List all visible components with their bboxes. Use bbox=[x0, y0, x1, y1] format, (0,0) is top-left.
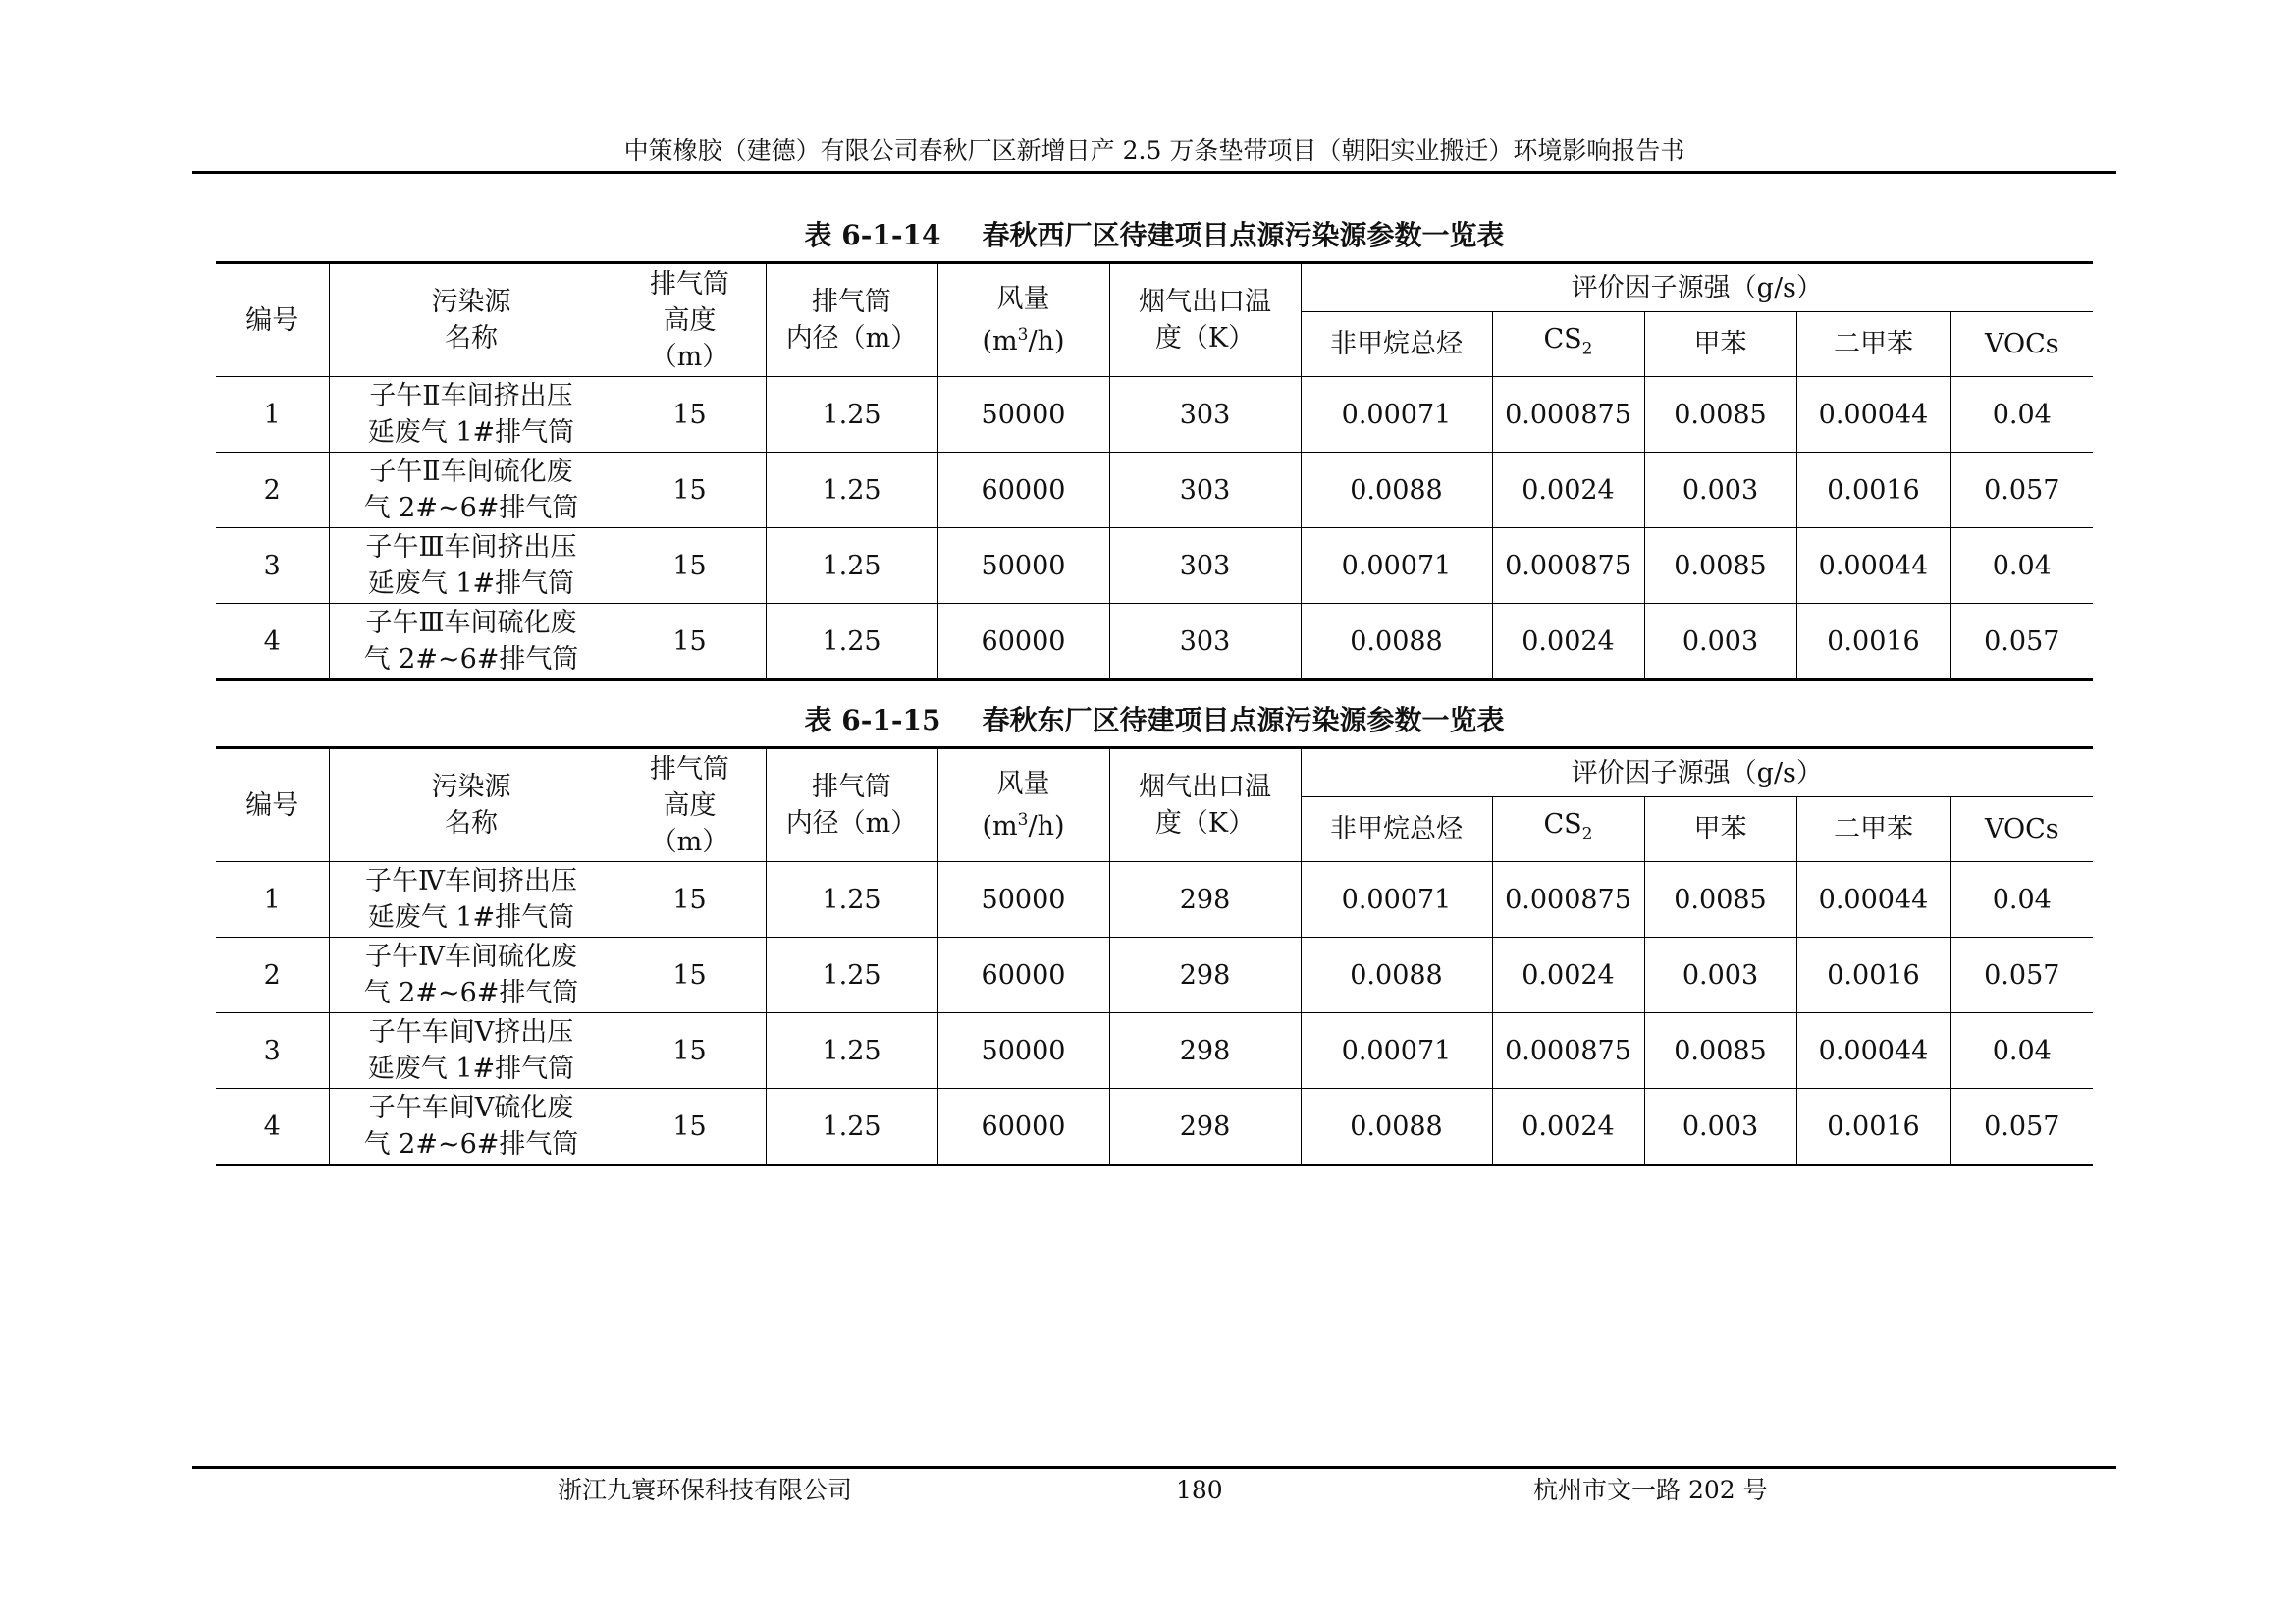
table-row bbox=[216, 453, 2093, 528]
cell-height: 15 bbox=[614, 862, 766, 938]
cell-nmhc: 0.0088 bbox=[1301, 604, 1492, 680]
pollution-source-table-east bbox=[216, 746, 2093, 1166]
table-caption-number: 表 6-1-15 bbox=[804, 704, 941, 736]
col-header-stack-diameter: 排气筒 内径（m） bbox=[766, 263, 937, 377]
cell-xylene: 0.00044 bbox=[1796, 1013, 1950, 1089]
cell-diameter: 1.25 bbox=[766, 604, 937, 680]
cell-source-name: 子午Ⅳ车间挤出压 延废气 1#排气筒 bbox=[329, 862, 614, 938]
col-header-stack-height: 排气筒 高度 （m） bbox=[614, 263, 766, 377]
col-header-exit-temperature: 烟气出口温 度（K） bbox=[1109, 748, 1301, 862]
cell-height: 15 bbox=[614, 604, 766, 680]
footer-company: 浙江九寰环保科技有限公司 bbox=[558, 1476, 853, 1504]
cell-nmhc: 0.0088 bbox=[1301, 453, 1492, 528]
col-header-vocs: VOCs bbox=[1950, 312, 2093, 377]
report-header-title: 中策橡胶（建德）有限公司春秋厂区新增日产 2.5 万条垫带项目（朝阳实业搬迁）环境影响报告书 bbox=[623, 136, 1685, 165]
cell-source-name: 子午Ⅲ车间挤出压 延废气 1#排气筒 bbox=[329, 528, 614, 604]
cell-xylene: 0.0016 bbox=[1796, 938, 1950, 1013]
cell-cs2: 0.000875 bbox=[1492, 528, 1644, 604]
cell-vocs: 0.057 bbox=[1950, 453, 2093, 528]
cell-temperature: 303 bbox=[1109, 453, 1301, 528]
col-header-exit-temperature: 烟气出口温 度（K） bbox=[1109, 263, 1301, 377]
table-row bbox=[216, 1013, 2093, 1089]
col-header-id: 编号 bbox=[216, 748, 329, 862]
cell-toluene: 0.0085 bbox=[1644, 862, 1796, 938]
cell-toluene: 0.0085 bbox=[1644, 1013, 1796, 1089]
col-header-group-emission: 评价因子源强（g/s） bbox=[1301, 263, 2093, 312]
cell-nmhc: 0.00071 bbox=[1301, 528, 1492, 604]
table-row bbox=[216, 377, 2093, 453]
col-header-stack-diameter: 排气筒 内径（m） bbox=[766, 748, 937, 862]
col-header-cs2: $CS_2$ bbox=[1492, 797, 1644, 862]
table-header-row bbox=[216, 748, 2093, 797]
footer-divider bbox=[192, 1466, 2116, 1469]
cell-temperature: 303 bbox=[1109, 377, 1301, 453]
cell-diameter: 1.25 bbox=[766, 1013, 937, 1089]
cell-height: 15 bbox=[614, 938, 766, 1013]
cell-height: 15 bbox=[614, 1013, 766, 1089]
cell-diameter: 1.25 bbox=[766, 938, 937, 1013]
cell-temperature: 303 bbox=[1109, 604, 1301, 680]
cell-vocs: 0.04 bbox=[1950, 862, 2093, 938]
cell-toluene: 0.003 bbox=[1644, 604, 1796, 680]
cell-nmhc: 0.00071 bbox=[1301, 862, 1492, 938]
cell-temperature: 298 bbox=[1109, 862, 1301, 938]
col-header-vocs: VOCs bbox=[1950, 797, 2093, 862]
cell-cs2: 0.000875 bbox=[1492, 1013, 1644, 1089]
cell-toluene: 0.0085 bbox=[1644, 377, 1796, 453]
cell-id: 2 bbox=[216, 938, 329, 1013]
cell-flow: 60000 bbox=[937, 938, 1109, 1013]
cell-flow: 50000 bbox=[937, 862, 1109, 938]
table-row bbox=[216, 862, 2093, 938]
cell-toluene: 0.003 bbox=[1644, 938, 1796, 1013]
table-header-row bbox=[216, 263, 2093, 312]
cell-vocs: 0.04 bbox=[1950, 528, 2093, 604]
cell-cs2: 0.000875 bbox=[1492, 862, 1644, 938]
cell-height: 15 bbox=[614, 377, 766, 453]
table-caption bbox=[216, 703, 2093, 738]
cell-vocs: 0.057 bbox=[1950, 1089, 2093, 1165]
cell-flow: 50000 bbox=[937, 1013, 1109, 1089]
cell-id: 1 bbox=[216, 377, 329, 453]
cell-vocs: 0.04 bbox=[1950, 1013, 2093, 1089]
cell-id: 4 bbox=[216, 1089, 329, 1165]
table-row bbox=[216, 1089, 2093, 1165]
col-header-stack-height: 排气筒 高度 （m） bbox=[614, 748, 766, 862]
cell-diameter: 1.25 bbox=[766, 1089, 937, 1165]
table-row bbox=[216, 528, 2093, 604]
cell-temperature: 298 bbox=[1109, 1013, 1301, 1089]
cell-temperature: 298 bbox=[1109, 938, 1301, 1013]
table-caption-title: 春秋东厂区待建项目点源污染源参数一览表 bbox=[982, 704, 1505, 736]
col-header-xylene: 二甲苯 bbox=[1796, 312, 1950, 377]
table-caption-number: 表 6-1-14 bbox=[804, 219, 941, 251]
cell-xylene: 0.00044 bbox=[1796, 528, 1950, 604]
footer-address: 杭州市文一路 202 号 bbox=[1533, 1476, 1768, 1504]
cell-diameter: 1.25 bbox=[766, 377, 937, 453]
cell-height: 15 bbox=[614, 528, 766, 604]
cell-source-name: 子午Ⅳ车间硫化废 气 2#~6#排气筒 bbox=[329, 938, 614, 1013]
col-header-air-flow: 风量 $(m^3/h)$ bbox=[937, 748, 1109, 862]
cell-source-name: 子午Ⅲ车间硫化废 气 2#~6#排气筒 bbox=[329, 604, 614, 680]
col-header-toluene: 甲苯 bbox=[1644, 797, 1796, 862]
cell-flow: 50000 bbox=[937, 377, 1109, 453]
table-row bbox=[216, 604, 2093, 680]
cell-xylene: 0.0016 bbox=[1796, 1089, 1950, 1165]
header-divider bbox=[192, 171, 2116, 174]
col-header-nmhc: 非甲烷总烃 bbox=[1301, 312, 1492, 377]
cell-nmhc: 0.0088 bbox=[1301, 1089, 1492, 1165]
cell-cs2: 0.0024 bbox=[1492, 604, 1644, 680]
cell-flow: 60000 bbox=[937, 604, 1109, 680]
cell-source-name: 子午车间Ⅴ挤出压 延废气 1#排气筒 bbox=[329, 1013, 614, 1089]
col-header-cs2: $CS_2$ bbox=[1492, 312, 1644, 377]
cell-source-name: 子午车间Ⅴ硫化废 气 2#~6#排气筒 bbox=[329, 1089, 614, 1165]
cell-source-name: 子午Ⅱ车间硫化废 气 2#~6#排气筒 bbox=[329, 453, 614, 528]
cell-diameter: 1.25 bbox=[766, 453, 937, 528]
col-header-nmhc: 非甲烷总烃 bbox=[1301, 797, 1492, 862]
cell-id: 1 bbox=[216, 862, 329, 938]
cell-vocs: 0.057 bbox=[1950, 604, 2093, 680]
cell-diameter: 1.25 bbox=[766, 862, 937, 938]
cell-temperature: 298 bbox=[1109, 1089, 1301, 1165]
cell-id: 3 bbox=[216, 528, 329, 604]
col-header-toluene: 甲苯 bbox=[1644, 312, 1796, 377]
cell-id: 2 bbox=[216, 453, 329, 528]
col-header-xylene: 二甲苯 bbox=[1796, 797, 1950, 862]
col-header-air-flow: 风量 $(m^3/h)$ bbox=[937, 263, 1109, 377]
cell-cs2: 0.000875 bbox=[1492, 377, 1644, 453]
cell-diameter: 1.25 bbox=[766, 528, 937, 604]
cell-cs2: 0.0024 bbox=[1492, 938, 1644, 1013]
table-caption-title: 春秋西厂区待建项目点源污染源参数一览表 bbox=[982, 219, 1505, 251]
cell-nmhc: 0.00071 bbox=[1301, 1013, 1492, 1089]
cell-temperature: 303 bbox=[1109, 528, 1301, 604]
cell-xylene: 0.00044 bbox=[1796, 377, 1950, 453]
cell-toluene: 0.0085 bbox=[1644, 528, 1796, 604]
cell-toluene: 0.003 bbox=[1644, 1089, 1796, 1165]
table-row bbox=[216, 938, 2093, 1013]
cell-nmhc: 0.0088 bbox=[1301, 938, 1492, 1013]
cell-vocs: 0.057 bbox=[1950, 938, 2093, 1013]
cell-toluene: 0.003 bbox=[1644, 453, 1796, 528]
cell-height: 15 bbox=[614, 453, 766, 528]
cell-cs2: 0.0024 bbox=[1492, 453, 1644, 528]
cell-cs2: 0.0024 bbox=[1492, 1089, 1644, 1165]
col-header-group-emission: 评价因子源强（g/s） bbox=[1301, 748, 2093, 797]
cell-xylene: 0.0016 bbox=[1796, 604, 1950, 680]
cell-xylene: 0.0016 bbox=[1796, 453, 1950, 528]
col-header-source: 污染源 名称 bbox=[329, 263, 614, 377]
table-caption bbox=[216, 218, 2093, 253]
cell-flow: 50000 bbox=[937, 528, 1109, 604]
pollution-source-table-west bbox=[216, 261, 2093, 681]
page-number: 180 bbox=[1176, 1476, 1223, 1504]
cell-vocs: 0.04 bbox=[1950, 377, 2093, 453]
cell-flow: 60000 bbox=[937, 1089, 1109, 1165]
cell-source-name: 子午Ⅱ车间挤出压 延废气 1#排气筒 bbox=[329, 377, 614, 453]
cell-nmhc: 0.00071 bbox=[1301, 377, 1492, 453]
col-header-id: 编号 bbox=[216, 263, 329, 377]
col-header-source: 污染源 名称 bbox=[329, 748, 614, 862]
cell-xylene: 0.00044 bbox=[1796, 862, 1950, 938]
cell-id: 3 bbox=[216, 1013, 329, 1089]
cell-height: 15 bbox=[614, 1089, 766, 1165]
cell-id: 4 bbox=[216, 604, 329, 680]
cell-flow: 60000 bbox=[937, 453, 1109, 528]
